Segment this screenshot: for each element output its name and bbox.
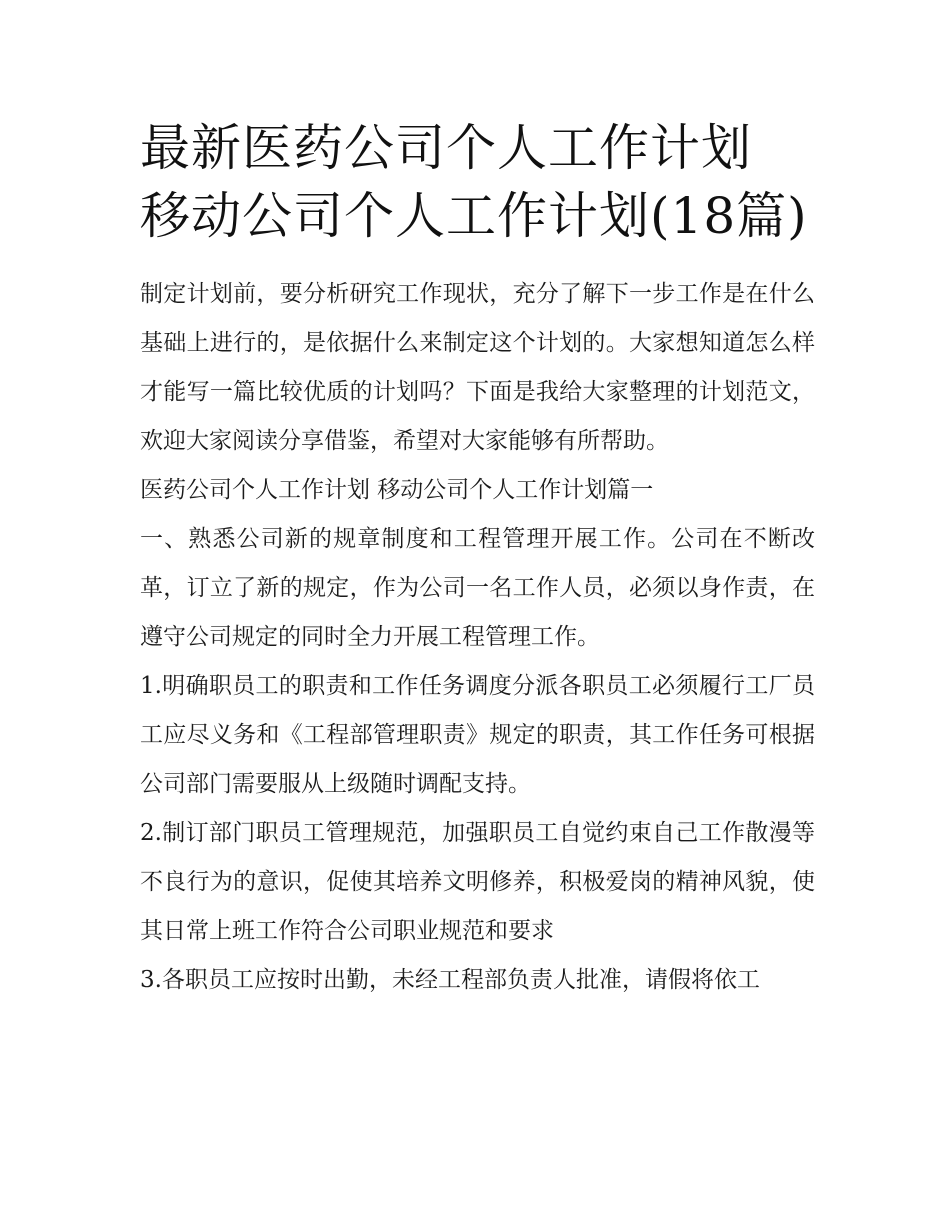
list-item-3: 3.各职员工应按时出勤，未经工程部负责人批准，请假将依工 <box>140 967 760 993</box>
document-content <box>140 114 815 1005</box>
list-item-1: 1.明确职员工的职责和工作任务调度分派各职员工必须履行工厂员工应尽义务和《工程部管理职责》规定的职责，其工作任务可根据公司部门需要服从上级随时调配支持。 <box>140 673 815 797</box>
section-heading: 医药公司个人工作计划 移动公司个人工作计划篇一 <box>140 477 654 503</box>
document-title: 最新医药公司个人工作计划 移动公司个人工作计划(18篇) <box>140 119 808 245</box>
intro-paragraph: 制定计划前，要分析研究工作现状，充分了解下一步工作是在什么基础上进行的，是依据什么来制定这个计划的。大家想知道怎么样才能写一篇比较优质的计划吗？下面是我给大家整理的计划范文，欢迎大家阅读分享借鉴，希望对大家能够有所帮助。 <box>140 281 815 454</box>
list-item-2: 2.制订部门职员工管理规范，加强职员工自觉约束自己工作散漫等不良行为的意识，促使其培养文明修养，积极爱岗的精神风貌，使其日常上班工作符合公司职业规范和要求 <box>140 820 815 944</box>
body-paragraph: 一、熟悉公司新的规章制度和工程管理开展工作。公司在不断改革，订立了新的规定，作为公司一名工作人员，必须以身作责，在遵守公司规定的同时全力开展工程管理工作。 <box>140 526 815 650</box>
document-body <box>140 270 815 1005</box>
